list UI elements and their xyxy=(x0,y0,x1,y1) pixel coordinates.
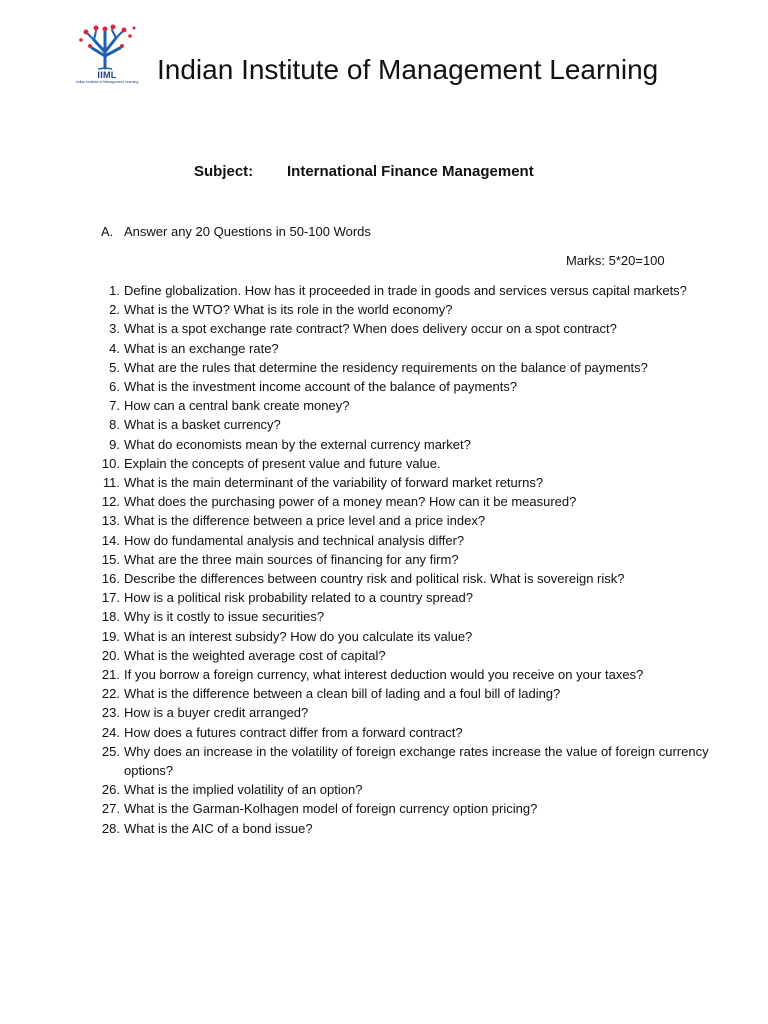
question-text: What is the WTO? What is its role in the world economy? xyxy=(124,302,453,318)
question-text: What is a basket currency? xyxy=(124,417,281,433)
question-item xyxy=(0,300,714,319)
question-item xyxy=(0,415,714,434)
question-number: 5. xyxy=(109,359,120,375)
question-text: What is an interest subsidy? How do you calculate its value? xyxy=(124,628,473,644)
section-heading xyxy=(101,224,371,239)
question-item xyxy=(0,377,714,396)
question-number: 20. xyxy=(101,647,120,663)
question-number: 6. xyxy=(109,379,120,395)
question-text: Define globalization. How has it proceeded in trade in goods and services versus capital markets? xyxy=(124,283,687,298)
question-number: 26. xyxy=(101,782,120,798)
question-item xyxy=(0,819,714,838)
question-item xyxy=(0,723,714,742)
section-text: Answer any 20 Questions in 50-100 Words xyxy=(124,224,371,239)
question-item xyxy=(0,780,714,799)
question-number: 13. xyxy=(101,513,120,529)
question-text: Explain the concepts of present value and future value. xyxy=(124,455,441,471)
question-number: 19. xyxy=(101,628,120,644)
question-text: What are the rules that determine the residency requirements on the balance of payments? xyxy=(124,359,648,375)
question-item xyxy=(0,684,714,703)
question-item xyxy=(0,454,714,473)
question-item xyxy=(0,319,714,338)
question-text: What is a spot exchange rate contract? When does delivery occur on a spot contract? xyxy=(124,321,617,337)
question-text: How does a futures contract differ from a forward contract? xyxy=(124,724,463,740)
question-item xyxy=(0,646,714,665)
question-number: 17. xyxy=(101,590,120,606)
question-number: 21. xyxy=(101,667,120,683)
question-item xyxy=(0,492,714,511)
question-number: 1. xyxy=(109,283,120,298)
question-number: 7. xyxy=(109,398,120,414)
question-text: What is the difference between a price level and a price index? xyxy=(124,513,486,529)
subject-line xyxy=(194,163,534,180)
institute-title: Indian Institute of Management Learning xyxy=(157,54,659,85)
question-item xyxy=(0,358,714,377)
question-item xyxy=(0,588,714,607)
question-text: How do fundamental analysis and technical analysis differ? xyxy=(124,532,465,548)
tree-icon xyxy=(72,22,142,70)
question-text: If you borrow a foreign currency, what interest deduction would you receive on your taxes? xyxy=(124,667,644,683)
question-item xyxy=(0,665,714,684)
question-number: 12. xyxy=(101,494,120,510)
question-item xyxy=(0,396,714,415)
question-text: Why is it costly to issue securities? xyxy=(124,609,325,625)
question-text: What is the weighted average cost of capital? xyxy=(124,647,386,663)
question-text: What is the main determinant of the variability of forward market returns? xyxy=(124,475,544,491)
question-text: What are the three main sources of financing for any firm? xyxy=(124,551,459,567)
question-text: What is the Garman-Kolhagen model of foreign currency option pricing? xyxy=(124,801,538,817)
question-item xyxy=(0,550,714,569)
question-number: 2. xyxy=(109,302,120,318)
question-text: What is the AIC of a bond issue? xyxy=(124,820,313,836)
subject-value: International Finance Management xyxy=(287,163,534,180)
question-item xyxy=(0,799,714,818)
question-number: 22. xyxy=(101,686,120,702)
question-item xyxy=(0,569,714,588)
iiml-logo xyxy=(72,22,142,86)
question-text: How can a central bank create money? xyxy=(124,398,350,414)
question-number: 9. xyxy=(109,436,120,452)
question-number: 25. xyxy=(101,743,120,759)
question-number: 3. xyxy=(109,321,120,337)
question-number: 8. xyxy=(109,417,120,433)
logo-text: IIML xyxy=(97,70,117,80)
question-item xyxy=(0,511,714,530)
question-item xyxy=(0,531,714,550)
question-text: What do economists mean by the external currency market? xyxy=(124,436,471,452)
question-item xyxy=(0,627,714,646)
question-text: How is a political risk probability related to a country spread? xyxy=(124,590,474,606)
question-item xyxy=(0,703,714,722)
logo-subtext: Indian Institute of Management Learning xyxy=(75,80,139,84)
question-item xyxy=(0,339,714,358)
question-text: Describe the differences between country risk and political risk. What is sovereign risk? xyxy=(124,571,625,587)
question-text: What does the purchasing power of a money mean? How can it be measured? xyxy=(124,494,577,510)
question-text: What is the investment income account of the balance of payments? xyxy=(124,379,518,395)
question-text: What is the implied volatility of an option? xyxy=(124,782,363,798)
question-text: Why does an increase in the volatility of foreign exchange rates increase the value of foreign currency options? xyxy=(124,743,709,779)
question-number: 16. xyxy=(101,571,120,587)
question-text: What is the difference between a clean bill of lading and a foul bill of lading? xyxy=(124,686,561,702)
question-number: 23. xyxy=(101,705,120,721)
question-item xyxy=(0,435,714,454)
question-number: 27. xyxy=(101,801,120,817)
question-item xyxy=(0,473,714,492)
question-number: 4. xyxy=(109,340,120,356)
question-list xyxy=(0,281,768,838)
subject-label: Subject: xyxy=(194,163,254,180)
question-item xyxy=(0,281,714,300)
section-letter: A. xyxy=(101,224,114,239)
question-number: 24. xyxy=(101,724,120,740)
question-number: 28. xyxy=(101,820,120,836)
question-number: 10. xyxy=(101,455,120,471)
question-number: 14. xyxy=(101,532,120,548)
question-text: How is a buyer credit arranged? xyxy=(124,705,309,721)
question-item xyxy=(0,742,714,780)
question-number: 18. xyxy=(101,609,120,625)
question-number: 11. xyxy=(102,475,120,491)
marks-info: Marks: 5*20=100 xyxy=(566,253,665,268)
question-text: What is an exchange rate? xyxy=(124,340,279,356)
question-item xyxy=(0,607,714,626)
question-number: 15. xyxy=(101,551,120,567)
